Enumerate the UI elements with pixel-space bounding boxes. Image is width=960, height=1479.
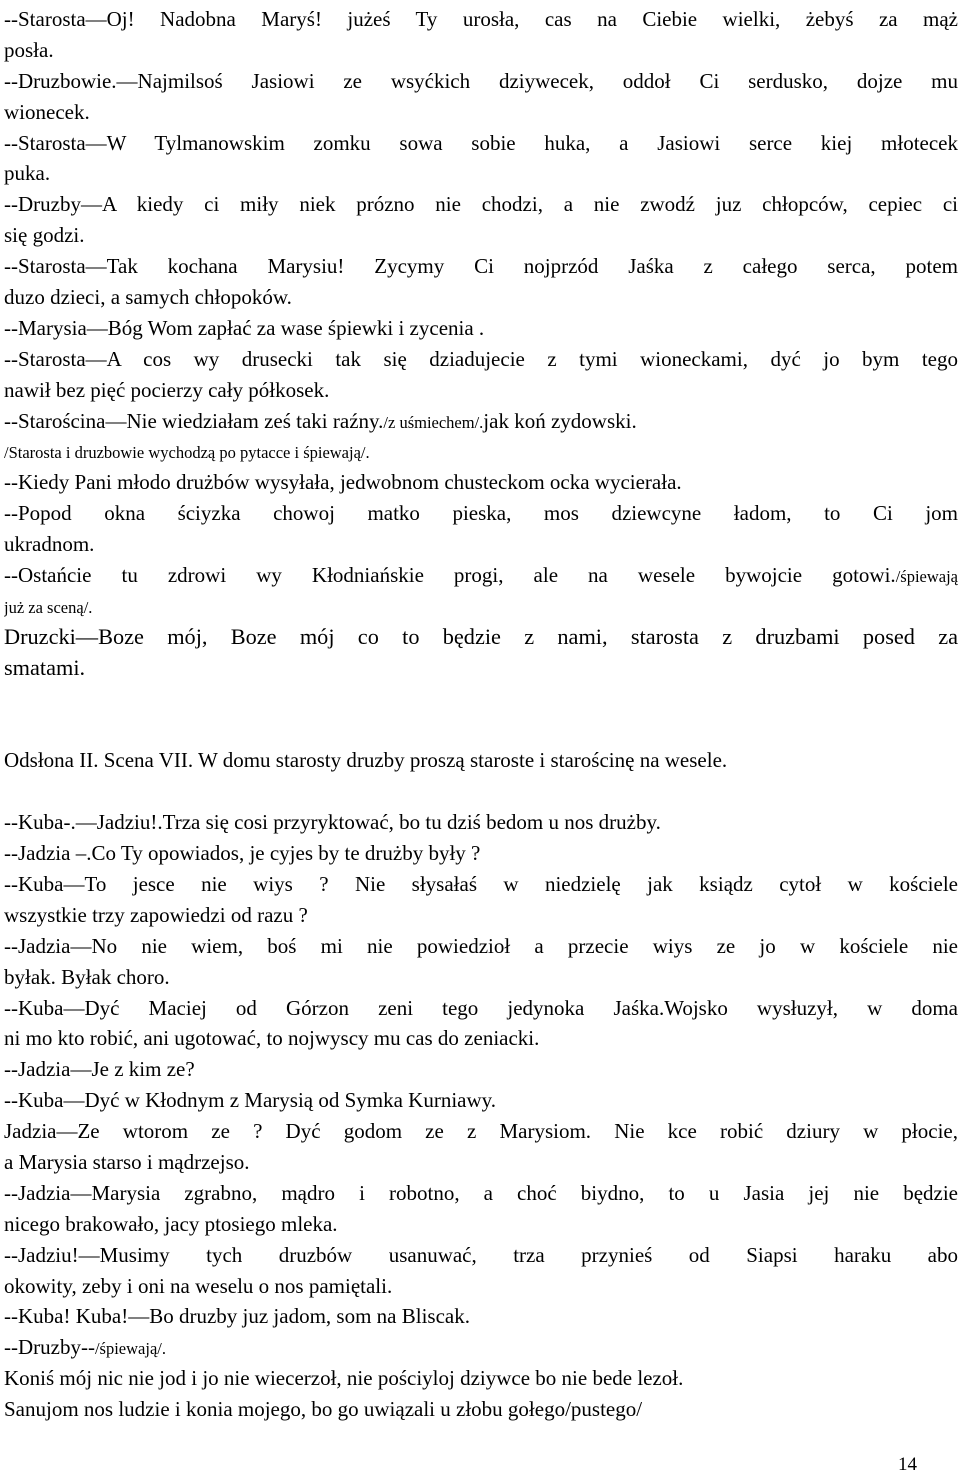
text-line bbox=[4, 931, 958, 962]
line-text: --Kuba—To jesce nie wiys ? Nie słysałaś w niedzielę jak ksiądz cytoł w kościele bbox=[4, 871, 958, 896]
text-line bbox=[4, 1085, 958, 1116]
line-text: nicego brakowało, jacy ptosiego mleka. bbox=[4, 1211, 338, 1236]
line-text: się godzi. bbox=[4, 223, 85, 248]
text-line bbox=[4, 1301, 958, 1332]
line-text: nawił bez pięć pocierzy cały półkosek. bbox=[4, 377, 330, 402]
stage-direction: /z uśmiechem/. bbox=[383, 412, 484, 432]
text-line bbox=[4, 1147, 958, 1178]
text-line bbox=[4, 962, 958, 993]
line-text: posła. bbox=[4, 37, 54, 62]
line-text: Odsłona II. Scena VII. W domu starosty druzby proszą staroste i starościnę na wesele. bbox=[4, 748, 728, 773]
text-line bbox=[4, 498, 958, 529]
line-text: wionecek. bbox=[4, 99, 90, 124]
blank-line bbox=[4, 714, 958, 745]
line-text: --Druzbowie.—Najmilsoś Jasiowi ze wsyćkich dziywecek, oddoł Ci serdusko, dojze mu bbox=[4, 68, 958, 93]
line-text: --Jadzia—Marysia zgrabno, mądro i robotno, a choć biydno, to u Jasia jej nie będzie bbox=[4, 1180, 958, 1205]
text-line bbox=[4, 406, 958, 437]
text-line bbox=[4, 1363, 958, 1394]
line-text: --Starosta—Tak kochana Marysiu! Zycymy Ci nojprzód Jaśka z całego serca, potem bbox=[4, 254, 958, 279]
text-line bbox=[4, 745, 958, 776]
text-line bbox=[4, 529, 958, 560]
line-text: --Ostańcie tu zdrowi wy Kłodniańskie progi, ale na wesele bywojcie gotowi. bbox=[4, 563, 896, 588]
line-text: --Popod okna ściyzka chowoj matko pieska, mos dziewcyne ładom, to Ci jom bbox=[4, 501, 958, 526]
text-line bbox=[4, 4, 958, 35]
text-line bbox=[4, 189, 958, 220]
text-line bbox=[4, 1271, 958, 1302]
text-line bbox=[4, 993, 958, 1024]
text-line bbox=[4, 560, 958, 591]
text-line bbox=[4, 653, 958, 684]
text-line bbox=[4, 807, 958, 838]
line-text: byłak. Byłak choro. bbox=[4, 964, 170, 989]
text-line bbox=[4, 467, 958, 498]
text-line bbox=[4, 591, 958, 622]
text-line bbox=[4, 436, 958, 467]
line-text: --Starościna—Nie wiedziałam ześ taki raźny. bbox=[4, 408, 384, 433]
stage-direction: /śpiewają bbox=[895, 567, 958, 587]
text-line bbox=[4, 66, 958, 97]
blank-line bbox=[4, 684, 958, 715]
line-text: wszystkie trzy zapowiedzi od razu ? bbox=[4, 902, 308, 927]
page-number: 14 bbox=[898, 1454, 917, 1475]
line-text: --Kuba-.—Jadziu!.Trza się cosi przyryktować, bo tu dziś bedom u nos drużby. bbox=[4, 810, 661, 835]
line-text: Koniś mój nic nie jod i jo nie wiecerzoł, nie pościyloj dziywce bo nie bede lezoł. bbox=[4, 1366, 684, 1391]
line-text: --Jadzia—No nie wiem, boś mi nie powiedzioł a przecie wiys ze jo w kościele nie bbox=[4, 933, 958, 958]
text-line bbox=[4, 1116, 958, 1147]
line-text: --Marysia—Bóg Wom zapłać za wase śpiewki i zycenia . bbox=[4, 315, 485, 340]
text-line bbox=[4, 220, 958, 251]
text-line bbox=[4, 282, 958, 313]
line-text: --Starosta—W Tylmanowskim zomku sowa sobie huka, a Jasiowi serce kiej młotecek bbox=[4, 130, 958, 155]
text-line bbox=[4, 97, 958, 128]
line-text: --Jadziu!—Musimy tych druzbów usanuwać, trza przynieś od Siapsi haraku abo bbox=[4, 1242, 958, 1267]
text-line bbox=[4, 1023, 958, 1054]
line-text: --Druzby-- bbox=[4, 1335, 95, 1360]
line-text: --Jadzia –.Co Ty opowiados, je cyjes by te drużby były ? bbox=[4, 841, 481, 866]
line-text: --Starosta—A cos wy drusecki tak się dziadujecie z tymi wioneckami, dyć jo bym tego bbox=[4, 346, 958, 371]
stage-direction: już za sceną/. bbox=[4, 597, 93, 617]
line-text: Jadzia—Ze wtorom ze ? Dyć godom ze z Marysiom. Nie kce robić dziury w płocie, bbox=[4, 1119, 958, 1144]
line-text: jak koń zydowski. bbox=[483, 408, 637, 433]
line-text: Sanujom nos ludzie i konia mojego, bo go uwiązali u złobu gołego/pustego/ bbox=[4, 1397, 643, 1422]
line-text: --Jadzia—Je z kim ze? bbox=[4, 1057, 195, 1082]
text-line bbox=[4, 838, 958, 869]
line-text: ni mo kto robić, ani ugotować, to nojwyscy mu cas do zeniacki. bbox=[4, 1026, 540, 1051]
text-line bbox=[4, 1394, 958, 1425]
line-text: Druzcki—Boze mój, Boze mój co to będzie z nami, starosta z druzbami posed za bbox=[4, 623, 958, 649]
document-body bbox=[4, 4, 958, 1425]
text-line bbox=[4, 1178, 958, 1209]
blank-line bbox=[4, 776, 958, 807]
line-text: puka. bbox=[4, 161, 51, 186]
text-line bbox=[4, 869, 958, 900]
line-text: --Kuba—Dyć w Kłodnym z Marysią od Symka Kurniawy. bbox=[4, 1088, 497, 1113]
line-text: --Starosta—Oj! Nadobna Maryś! jużeś Ty urosła, cas na Ciebie wielki, żebyś za mąż bbox=[4, 7, 958, 31]
line-text: smatami. bbox=[4, 654, 86, 680]
text-line bbox=[4, 1332, 958, 1363]
stage-direction: /Starosta i druzbowie wychodzą po pytacce i śpiewają/. bbox=[4, 443, 370, 463]
stage-direction: /śpiewają/. bbox=[94, 1339, 166, 1359]
text-line bbox=[4, 251, 958, 282]
text-line bbox=[4, 622, 958, 653]
text-line bbox=[4, 158, 958, 189]
line-text: a Marysia starso i mądrzejso. bbox=[4, 1149, 250, 1174]
text-line bbox=[4, 35, 958, 66]
line-text: --Druzby—A kiedy ci miły niek prózno nie chodzi, a nie zwodź juz chłopców, cepiec ci bbox=[4, 192, 958, 217]
text-line bbox=[4, 313, 958, 344]
text-line bbox=[4, 128, 958, 159]
line-text: --Kuba! Kuba!—Bo druzby juz jadom, som na Bliscak. bbox=[4, 1304, 470, 1329]
text-line bbox=[4, 900, 958, 931]
line-text: duzo dzieci, a samych chłopoków. bbox=[4, 285, 292, 310]
line-text: okowity, zeby i oni na weselu o nos pamiętali. bbox=[4, 1273, 393, 1298]
text-line bbox=[4, 1209, 958, 1240]
text-line bbox=[4, 1240, 958, 1271]
text-line bbox=[4, 1054, 958, 1085]
line-text: ukradnom. bbox=[4, 532, 95, 557]
text-line bbox=[4, 375, 958, 406]
line-text: --Kiedy Pani młodo drużbów wysyłała, jedwobnom chusteckom ocka wycierała. bbox=[4, 470, 682, 495]
text-line bbox=[4, 344, 958, 375]
line-text: --Kuba—Dyć Maciej od Górzon zeni tego jedynoka Jaśka.Wojsko wysłuzył, w doma bbox=[4, 995, 958, 1020]
